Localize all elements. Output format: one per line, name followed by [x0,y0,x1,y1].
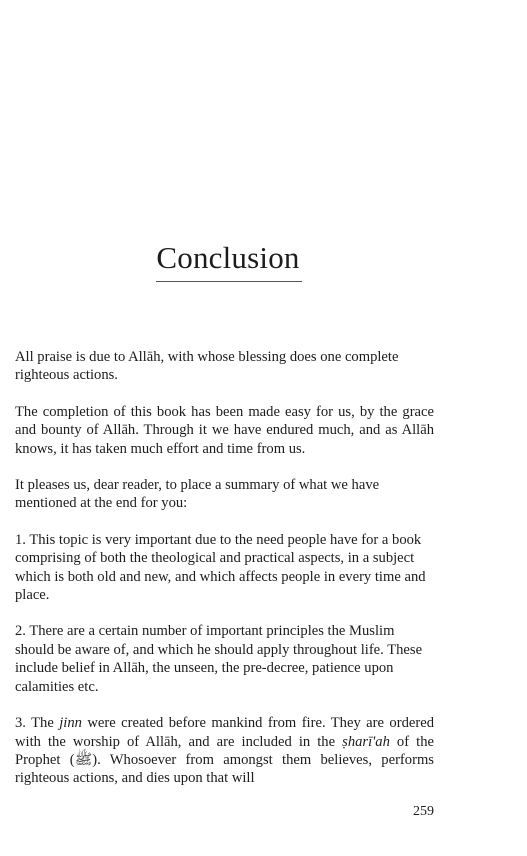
paragraph-point-2: 2. There are a certain number of important principles the Muslim should be aware of, and which he should apply throughout life. These include belief in Allāh, the unseen, the pre-decree, patience upon calamities etc. [15,623,423,695]
chapter-title: Conclusion [156,240,300,275]
chapter-body [15,348,434,806]
term-jinn: jinn [59,715,82,732]
paragraph-point-1: 1. This topic is very important due to the need people have for a book comprising of both the theological and practical aspects, in a subject which is both old and new, and which affects people in every time and place. [15,531,426,604]
paragraph-summary-intro: It pleases us, dear reader, to place a summary of what we have mentioned at the end for you: [15,477,380,512]
paragraph-point-3 [15,714,434,788]
point-3-text-end: of the Prophet (ﷺ). Whosoever from amongst them believes, performs righteous actions, and dies upon that will [15,733,434,787]
term-shariah: ṣharī'ah [342,733,390,750]
paragraph-praise: All praise is due to Allāh, with whose blessing does one complete righteous actions. [15,349,399,384]
title-underline [156,281,302,282]
point-3-text-middle: were created before mankind from fire. They are ordered with the worship of Allāh, and are included in the [15,715,434,750]
point-3-text-start: 3. The [15,715,60,732]
page-number: 259 [413,804,434,819]
paragraph-completion: The completion of this book has been made easy for us, by the grace and bounty of Allāh. Through it we have endured much, and as Allāh knows, it has taken much effort and time from us. [15,403,434,457]
